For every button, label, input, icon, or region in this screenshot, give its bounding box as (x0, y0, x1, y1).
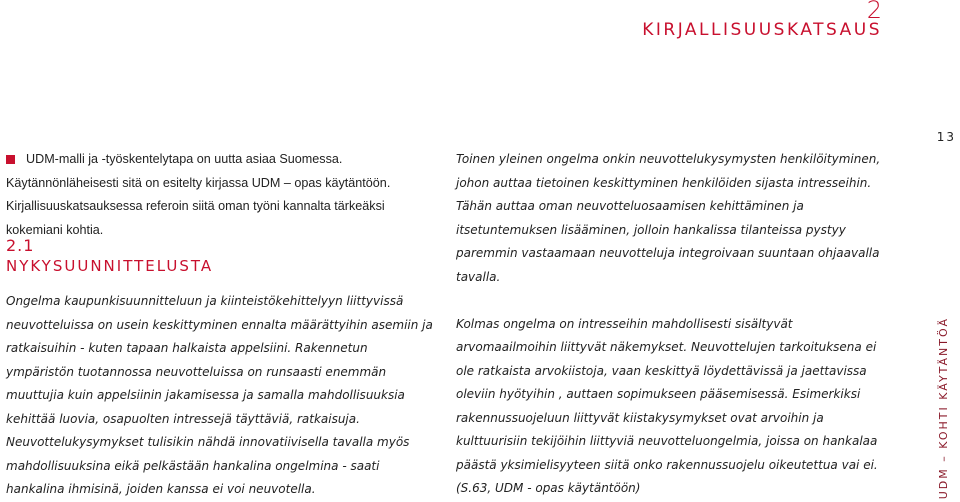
chapter-number: 2 (866, 0, 882, 24)
intro-paragraph (6, 148, 436, 242)
section-number: 2.1 (6, 236, 35, 255)
right-column (456, 148, 888, 501)
right-paragraph-2: Kolmas ongelma on intresseihin mahdollisesti sisältyvät arvomaailmoihin liittyvät näkemykset. Neuvottelujen tarkoituksena ei ole ratkaista arvokiistoja, vaan keskittyä löydettävissä ja jaettavissa oleviin hyötyihin , auttaen sopimukseen pääsemisessä. Esimerkiksi rakennussuojeluun liittyvät kiistakysymykset ovat arvoihin ja kulttuurisiin tekijöihin liittyviä neuvotteluongelmia, joissa on hankalaa päästä yksimielisyyteen siitä onko rakennussuojelu oikeutettua vai ei. (S.63, UDM - opas käytäntöön) (456, 316, 878, 495)
section-title: NYKYSUUNNITTELUSTA (6, 257, 214, 275)
left-paragraph: Ongelma kaupunkisuunnitteluun ja kiinteistökehittelyyn liittyvissä neuvotteluissa on usein keskittyminen ennalta määrättyihin asemiin ja ratkaisuihin - kuten tapaan halkaista appelsiini. Rakennetun ympäristön tuotannossa neuvotteluissa on runsaasti enemmän muuttujia kuin appelsiinin jakamisessa ja samalla mahdollisuuksia kehittää luovia, osapuolten intressejä täyttäviä, ratkaisuja. Neuvottelukysymykset tulisikin nähdä innovatiivisella tavalla myös mahdollisuuksina eikä pelkästään hankalina ongelmina - saati hankalina ihmisinä, joiden kanssa ei voi neuvotella. (6, 294, 433, 496)
left-column (6, 290, 436, 502)
right-paragraph-1: Toinen yleinen ongelma onkin neuvottelukysymysten henkilöityminen, johon auttaa tietoinen keskittyminen henkilöiden sijasta intresseihin. Tähän auttaa oman neuvotteluosaamisen kehittäminen ja itsetuntemuksen lisääminen, jolloin hankalissa tilanteissa pystyy paremmin vastaamaan neuvotteluja integroivaan suuntaan ohjaavalla tavalla. (456, 152, 881, 284)
page-number: 13 (936, 130, 956, 144)
side-running-label (926, 316, 960, 500)
chapter-title: KIRJALLISUUSKATSAUS (642, 20, 882, 40)
intro-text: UDM-malli ja -työskentelytapa on uutta asiaa Suomessa. Käytännönläheisesti sitä on esitelty kirjassa UDM – opas käytäntöön. Kirjallisuuskatsauksessa referoin siitä oman työni kannalta tärkeäksi kokemiani kohtia. (6, 152, 391, 237)
side-label-text: UDM – KOHTI KÄYTÄNTÖÄ (936, 316, 950, 500)
